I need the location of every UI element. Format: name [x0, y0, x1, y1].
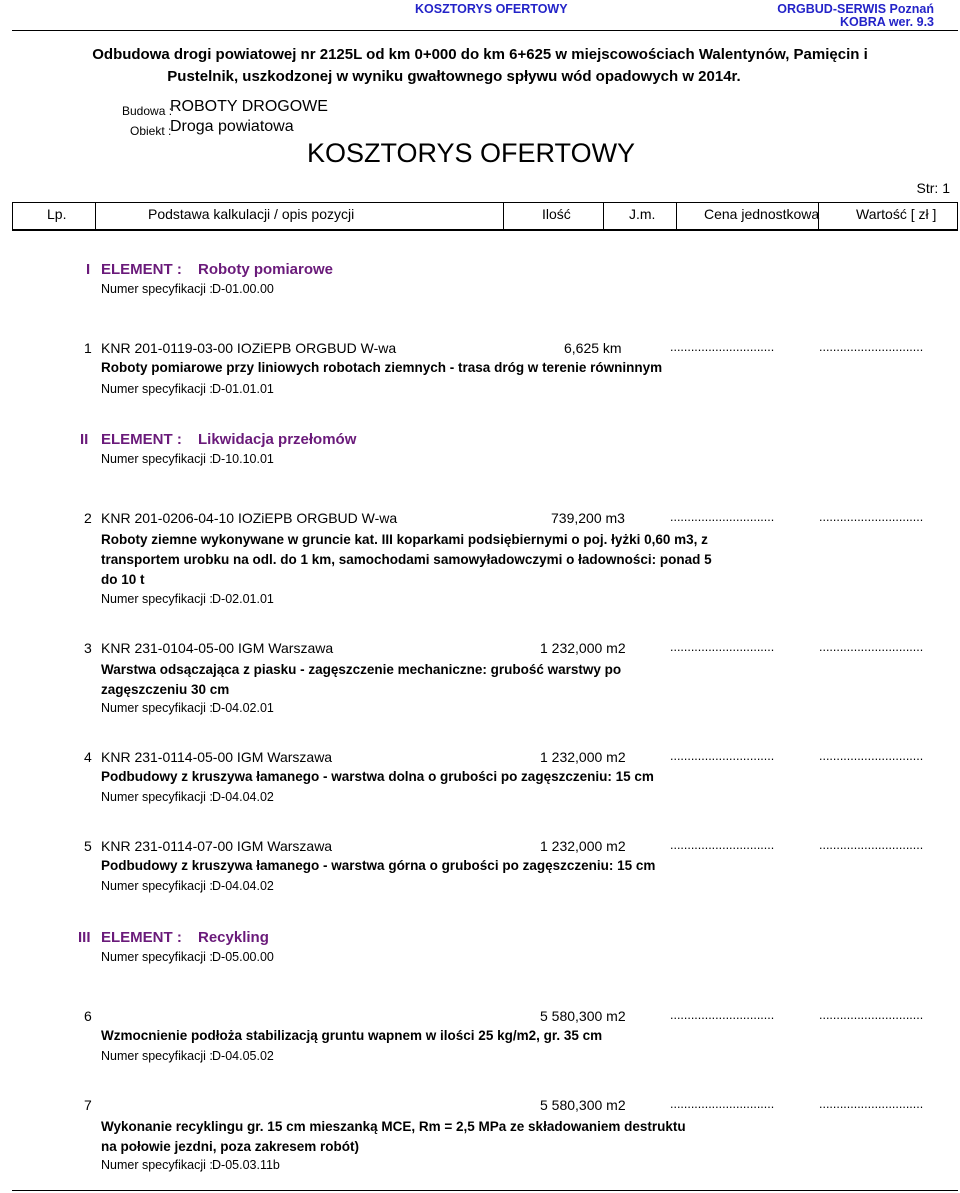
col-header-lp: Lp.: [47, 206, 67, 222]
item-value-dots: ..............................: [819, 749, 924, 763]
obiekt-label: Obiekt :: [130, 124, 172, 138]
page-number: Str: 1: [916, 180, 950, 196]
spec-value: D-10.10.01: [212, 452, 274, 466]
item-value-dots: ..............................: [819, 510, 924, 524]
element-name: Likwidacja przełomów: [198, 431, 357, 448]
col-header-ilosc: Ilość: [542, 206, 571, 222]
item-price-dots: ..............................: [670, 640, 775, 654]
obiekt-value: Droga powiatowa: [170, 118, 294, 135]
item-value-dots: ..............................: [819, 340, 924, 354]
item-quantity: 1 232,000 m2: [540, 749, 626, 765]
top-bar-title: KOSZTORYS OFERTOWY: [415, 2, 568, 16]
spec-label: Numer specyfikacji :: [101, 452, 213, 466]
spec-label: Numer specyfikacji :: [101, 1158, 213, 1172]
spec-value: D-01.01.01: [212, 382, 274, 396]
col-sep-4: [676, 202, 677, 230]
item-description: Wzmocnienie podłoża stabilizacją gruntu wapnem w ilości 25 kg/m2, gr. 35 cm: [101, 1028, 603, 1043]
spec-value: D-04.04.02: [212, 879, 274, 893]
spec-label: Numer specyfikacji :: [101, 382, 213, 396]
item-price-dots: ..............................: [670, 838, 775, 852]
spec-value: D-04.05.02: [212, 1049, 274, 1063]
spec-label: Numer specyfikacji :: [101, 282, 213, 296]
item-value-dots: ..............................: [819, 838, 924, 852]
item-quantity: 1 232,000 m2: [540, 838, 626, 854]
spec-label: Numer specyfikacji :: [101, 790, 213, 804]
item-basis: KNR 231-0114-05-00 IGM Warszawa: [101, 749, 333, 765]
item-lp: 7: [84, 1097, 92, 1113]
item-price-dots: ..............................: [670, 1097, 775, 1111]
element-name: Recykling: [198, 929, 269, 946]
item-description: Warstwa odsączająca z piasku - zagęszczenie mechaniczne: grubość warstwy po zagęszczeniu 30 cm: [101, 662, 622, 697]
col-sep-2: [503, 202, 504, 230]
spec-label: Numer specyfikacji :: [101, 950, 213, 964]
element-number: II: [80, 431, 89, 448]
document-title: KOSZTORYS OFERTOWY: [307, 138, 636, 168]
item-quantity: 739,200 m3: [551, 510, 625, 526]
item-lp: 4: [84, 749, 92, 765]
top-divider: [12, 30, 958, 31]
element-label: ELEMENT :: [101, 261, 182, 278]
item-lp: 3: [84, 640, 92, 656]
item-description: Wykonanie recyklingu gr. 15 cm mieszanką MCE, Rm = 2,5 MPa ze składowaniem destruktu na połowie jezdni, poza zakresem robót): [101, 1119, 686, 1154]
element-number: I: [86, 261, 91, 278]
item-description: Podbudowy z kruszywa łamanego - warstwa dolna o grubości po zagęszczeniu: 15 cm: [101, 769, 654, 784]
item-lp: 1: [84, 340, 92, 356]
project-title-line1: Odbudowa drogi powiatowej nr 2125L od km 0+000 do km 6+625 w miejscowościach Walentynów, Pamięcin i: [92, 46, 868, 63]
item-quantity: 1 232,000 m2: [540, 640, 626, 656]
col-sep-1: [95, 202, 96, 230]
budowa-value: ROBOTY DROGOWE: [170, 98, 328, 115]
header-bottom-line: [12, 229, 958, 231]
item-value-dots: ..............................: [819, 640, 924, 654]
item-price-dots: ..............................: [670, 1008, 775, 1022]
item-description: Podbudowy z kruszywa łamanego - warstwa górna o grubości po zagęszczeniu: 15 cm: [101, 858, 656, 873]
col-header-wartosc: Wartość [ zł ]: [856, 206, 937, 222]
col-header-podstawa: Podstawa kalkulacji / opis pozycji: [148, 206, 355, 222]
item-basis: KNR 231-0114-07-00 IGM Warszawa: [101, 838, 333, 854]
software-vendor: ORGBUD-SERWIS Poznań: [777, 2, 934, 16]
item-lp: 2: [84, 510, 92, 526]
project-title-line2: Pustelnik, uszkodzonej w wyniku gwałtownego spływu wód opadowych w 2014r.: [167, 68, 741, 85]
spec-value: D-04.02.01: [212, 701, 274, 715]
spec-value: D-02.01.01: [212, 592, 274, 606]
item-quantity: 5 580,300 m2: [540, 1008, 626, 1024]
item-quantity: 5 580,300 m2: [540, 1097, 626, 1113]
element-name: Roboty pomiarowe: [198, 261, 334, 278]
header-top-line: [12, 202, 958, 203]
element-label: ELEMENT :: [101, 929, 182, 946]
budowa-label: Budowa :: [122, 104, 173, 118]
element-number: III: [78, 929, 91, 946]
item-quantity: 6,625 km: [564, 340, 622, 356]
col-header-cena: Cena jednostkowa: [704, 206, 820, 222]
element-label: ELEMENT :: [101, 431, 182, 448]
spec-label: Numer specyfikacji :: [101, 701, 213, 715]
spec-value: D-05.03.11b: [212, 1158, 280, 1172]
item-lp: 5: [84, 838, 92, 854]
bottom-divider: [12, 1190, 958, 1191]
item-basis: KNR 231-0104-05-00 IGM Warszawa: [101, 640, 334, 656]
spec-value: D-04.04.02: [212, 790, 274, 804]
spec-value: D-05.00.00: [212, 950, 274, 964]
software-version: KOBRA wer. 9.3: [839, 15, 934, 29]
item-value-dots: ..............................: [819, 1008, 924, 1022]
spec-value: D-01.00.00: [212, 282, 274, 296]
item-price-dots: ..............................: [670, 340, 775, 354]
item-value-dots: ..............................: [819, 1097, 924, 1111]
col-sep-right: [957, 202, 958, 230]
spec-label: Numer specyfikacji :: [101, 879, 213, 893]
item-lp: 6: [84, 1008, 92, 1024]
col-header-jm: J.m.: [629, 206, 656, 222]
item-price-dots: ..............................: [670, 749, 775, 763]
item-description: Roboty ziemne wykonywane w gruncie kat. III koparkami podsiębiernymi o poj. łyżki 0,60 m3, z transportem urobku na odl. do 1 km, samochodami samowyładowczymi o ładowności: ponad 5 do 10 t: [101, 532, 712, 587]
item-description: Roboty pomiarowe przy liniowych robotach ziemnych - trasa dróg w terenie równinnym: [101, 360, 663, 375]
col-sep-3: [603, 202, 604, 230]
col-sep-left: [12, 202, 13, 230]
item-price-dots: ..............................: [670, 510, 775, 524]
item-basis: KNR 201-0119-03-00 IOZiEPB ORGBUD W-wa: [101, 340, 397, 356]
spec-label: Numer specyfikacji :: [101, 1049, 213, 1063]
spec-label: Numer specyfikacji :: [101, 592, 213, 606]
item-basis: KNR 201-0206-04-10 IOZiEPB ORGBUD W-wa: [101, 510, 398, 526]
